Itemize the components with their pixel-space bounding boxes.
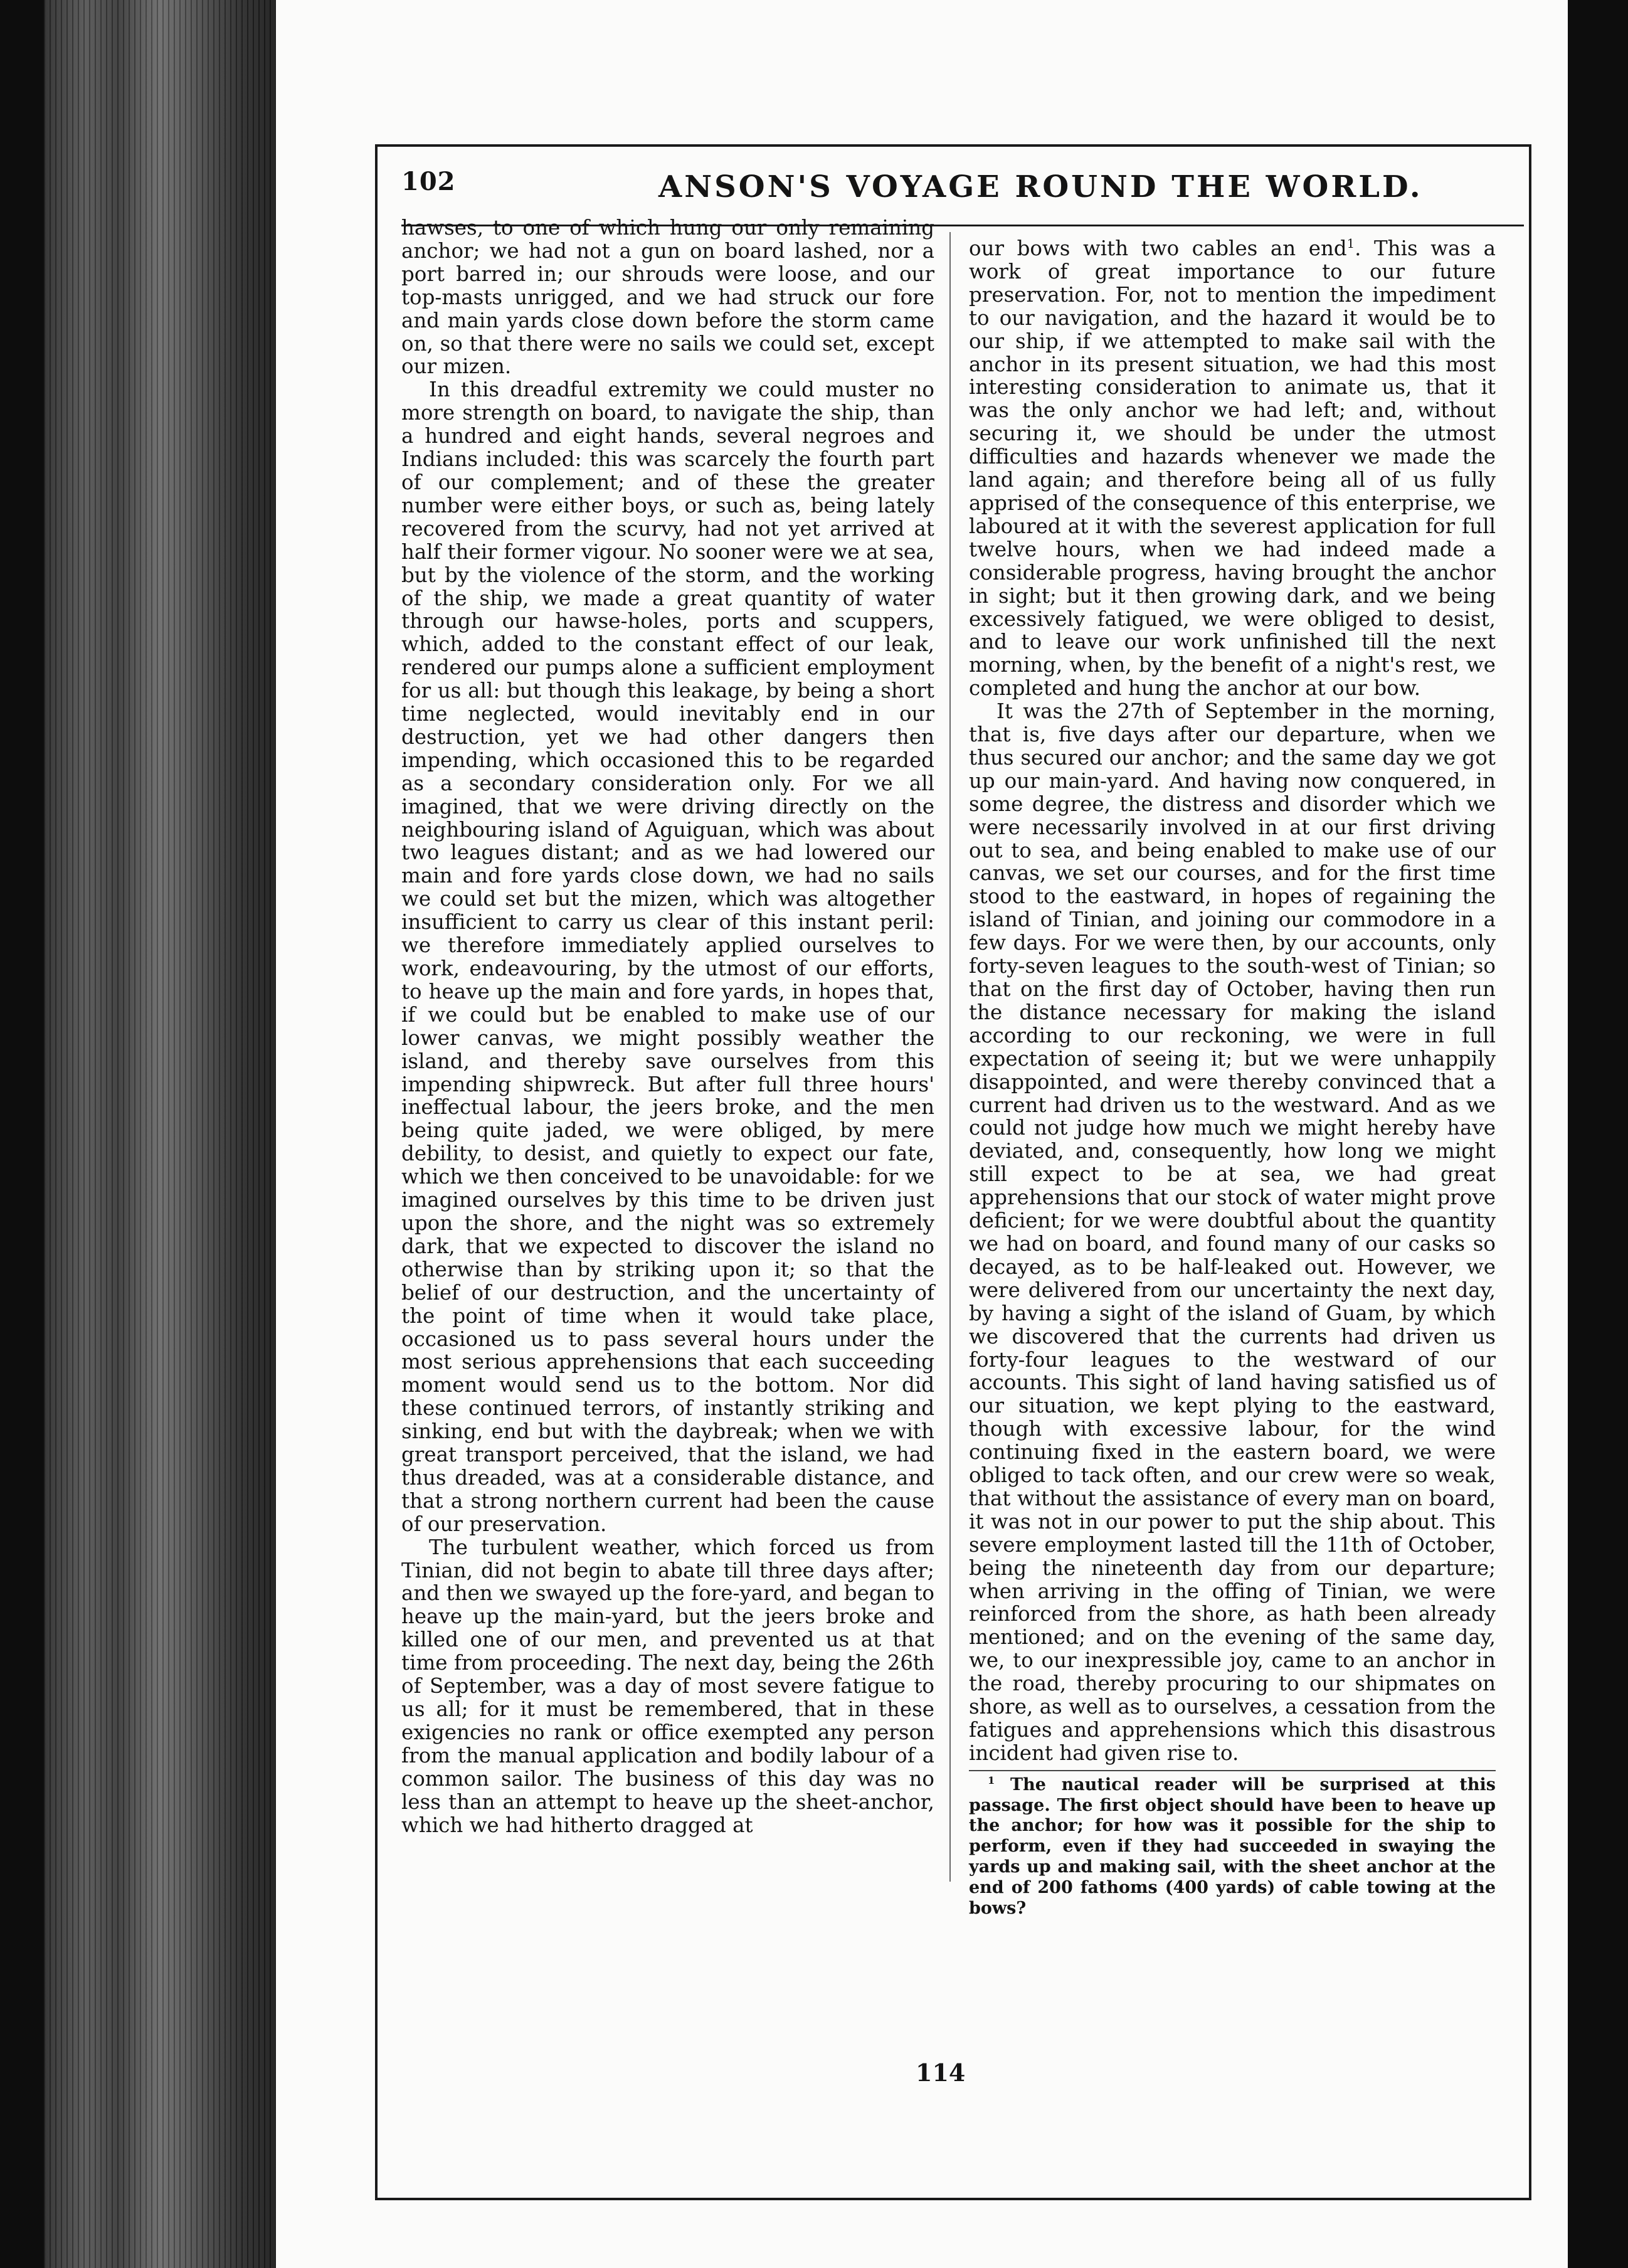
scan-right-border — [1568, 0, 1628, 2268]
left-column — [401, 216, 934, 1836]
column-divider — [949, 232, 951, 1882]
paragraph: In this dreadful extremity we could muster no more strength on board, to navigate the ship, than a hundred and eight hands, several negroes and Indians included: this was scarcely the fourth part of our complement; and of these the greater number were either boys, or such as, being lately recovered from the scurvy, had not yet arrived at half their former vigour. No sooner were we at sea, but by the violence of the storm, and the working of the ship, we made a great quantity of water through our hawse-holes, ports and scuppers, which, added to the constant effect of our leak, rendered our pumps alone a sufficient employment for us all: but though this leakage, by being a short time neglected, would inevitably end in our destruction, yet we had other dangers then impending, which occasioned this to be regarded as a secondary consideration only. For we all imagined, that we were driving directly on the neighbouring island of Aguiguan, which was about two leagues distant; and as we had lowered our main and fore yards close down, we had no sails we could set but the mizen, which was altogether insufficient to carry us clear of this instant peril: we therefore immediately applied ourselves to work, endeavouring, by the utmost of our efforts, to heave up the main and fore yards, in hopes that, if we could but be enabled to make use of our lower canvas, we might possibly weather the island, and thereby save ourselves from this impending shipwreck. But after full three hours' ineffectual labour, the jeers broke, and the men being quite jaded, we were obliged, by mere debility, to desist, and quietly to expect our fate, which we then conceived to be unavoidable: for we imagined ourselves by this time to be driven just upon the shore, and the night was so extremely dark, that we expected to discover the island no otherwise than by striking upon it; so that the belief of our destruction, and the uncertainty of the point of time when it would take place, occasioned us to pass several hours under the most serious apprehensions that each succeeding moment would send us to the bottom. Nor did these continued terrors, of instantly striking and sinking, end but with the daybreak; when we with great transport perceived, that the island, we had thus dreaded, was at a considerable distance, and that a strong northern current had been the cause of our preservation. — [401, 378, 934, 1536]
spine-page-edges — [44, 0, 276, 2268]
running-title: ANSON'S VOYAGE ROUND THE WORLD. — [658, 169, 1423, 204]
paragraph-text: our bows with two cables an end — [969, 236, 1347, 260]
paragraph: The turbulent weather, which forced us from Tinian, did not begin to abate till three days after; and then we swayed up the fore-yard, and began to heave up the main-yard, but the jeers broke and killed one of our men, and prevented us at that time from proceeding. The next day, being the 26th of September, was a day of most severe fatigue to us all; for it must be remembered, that in these exigencies no rank or office exempted any person from the manual application and bodily labour of a common sailor. The business of this day was no less than an attempt to heave up the sheet-anchor, which we had hitherto dragged at — [401, 1535, 934, 1837]
footnote-text: The nautical reader will be surprised at this passage. The first object should have been to heave up the anchor; for how was it possible for the ship to perform, even if they had succeeded in swaying the yards up and making sail, with the sheet anchor at the end of 200 fathoms (400 yards) of cable towing at the bows? — [969, 1774, 1496, 1918]
footnote — [969, 1775, 1496, 1919]
right-column — [969, 237, 1496, 1919]
paragraph: hawses, to one of which hung our only remaining anchor; we had not a gun on board lashed, nor a port barred in; our shrouds were loose, and our top-masts unrigged, and we had struck our fore and main yards close down before the storm came on, so that there were no sails we could set, except our mizen. — [401, 216, 934, 379]
paragraph-text: . This was a work of great importance to our future preservation. For, not to mention the impediment to our navigation, and the hazard it would be to our ship, if we attempted to make sail with the anchor in its present situation, we had this most interesting consideration to animate us, that it was the only anchor we had left; and, without securing it, we should be under the utmost difficulties and hazards whenever we made the land again; and therefore being all of us fully apprised of the consequence of this enterprise, we laboured at it with the severest application for full twelve hours, when we had indeed made a considerable progress, having brought the anchor in sight; but it then growing dark, and we being excessively fatigued, we were obliged to desist, and to leave our work unfinished till the next morning, when, by the benefit of a night's rest, we completed and hung the anchor at our bow. — [969, 236, 1496, 701]
folio-number: 114 — [916, 2059, 966, 2087]
footnote-marker: 1 — [988, 1774, 995, 1786]
footnote-reference: 1 — [1346, 236, 1355, 252]
footnote-rule — [969, 1770, 1496, 1771]
paragraph — [969, 237, 1496, 700]
page-number: 102 — [401, 167, 456, 196]
paragraph: It was the 27th of September in the morning, that is, five days after our departure, when we thus secured our anchor; and the same day we got up our main-yard. And having now conquered, in some degree, the distress and disorder which we were necessarily involved in at our first driving out to sea, and being enabled to make use of our canvas, we set our courses, and for the first time stood to the eastward, in hopes of regaining the island of Tinian, and joining our commodore in a few days. For we were then, by our accounts, only forty-seven leagues to the south-west of Tinian; so that on the first day of October, having then run the distance necessary for making the island according to our reckoning, we were in full expectation of seeing it; but we were unhappily disappointed, and were thereby convinced that a current had driven us to the westward. And as we could not judge how much we might hereby have deviated, and, consequently, how long we might still expect to be at sea, we had great apprehensions that our stock of water might prove deficient; for we were doubtful about the quantity we had on board, and found many of our casks so decayed, as to be half-leaked out. However, we were delivered from our uncertainty the next day, by having a sight of the island of Guam, by which we discovered that the currents had driven us forty-four leagues to the westward of our accounts. This sight of land having satisfied us of our situation, we kept plying to the eastward, though with excessive labour, for the wind continuing fixed in the eastern board, we were obliged to tack often, and our crew were so weak, that without the assistance of every man on board, it was not in our power to put the ship about. This severe employment lasted till the 11th of October, being the nineteenth day from our departure; when arriving in the offing of Tinian, we were reinforced from the shore, as hath been already mentioned; and on the evening of the same day, we, to our inexpressible joy, came to an anchor in the road, thereby procuring to our shipmates on shore, as well as to ourselves, a cessation from the fatigues and apprehensions which this disastrous incident had given rise to. — [969, 699, 1496, 1765]
